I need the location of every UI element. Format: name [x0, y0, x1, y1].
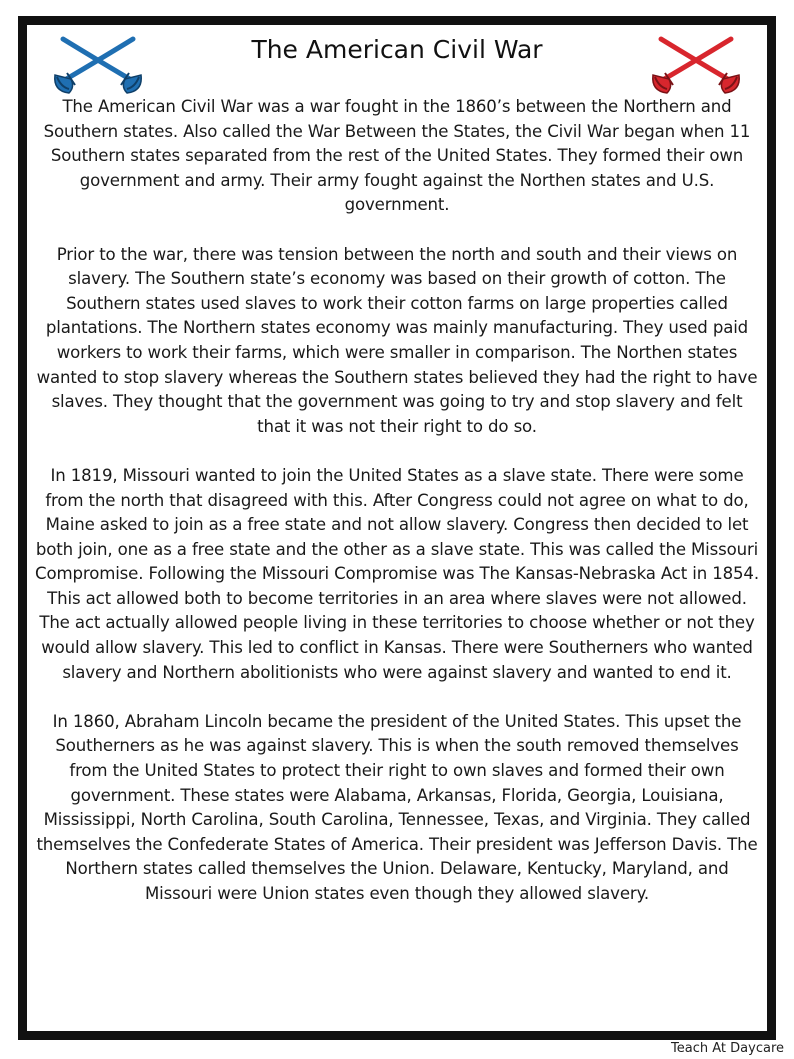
paragraph-secession: In 1860, Abraham Lincoln became the president of the United States. This upset the Southerners as he was against slavery. This is when the south removed themselves from the United States to protect their right to own slaves and formed their own government. These states were Alabama, Arkansas, Florida, Georgia, Louisiana, Mississippi, North Carolina, South Carolina, Tennessee, Texas, and Virginia. They called themselves the Confederate States of America. Their president was Jefferson Davis. The Northern states called themselves the Union. Delaware, Kentucky, Maryland, and Missouri were Union states even though they allowed slavery. [36, 711, 758, 903]
article-body [35, 95, 759, 907]
page-frame [18, 16, 776, 1040]
crossed-sabers-red-icon [647, 31, 745, 97]
paragraph-intro: The American Civil War was a war fought in the 1860’s between the Northern and Southern states. Also called the War Between the States, the Civil War began when 11 Southern states separated from the rest of the United States. They formed their own government and army. Their army fought against the Northen states and U.S. government. [43, 97, 751, 215]
credit-text: Teach At Daycare [671, 1041, 784, 1056]
page-title: The American Civil War [251, 35, 543, 64]
paragraph-compromises: In 1819, Missouri wanted to join the United States as a slave state. There were some from the north that disagreed with this. After Congress could not agree on what to do, Maine asked to join as a free state and not allow slavery. Congress then decided to let both join, one as a free state and the other as a slave state. This was called the Missouri Compromise. Following the Missouri Compromise was The Kansas-Nebraska Act in 1854. This act allowed both to become territories in an area where slaves were not allowed. The act actually allowed people living in these territories to choose whether or not they would allow slavery. This led to conflict in Kansas. There were Southerners who wanted slavery and Northern abolitionists who were against slavery and wanted to end it. [35, 465, 759, 682]
paragraph-causes: Prior to the war, there was tension between the north and south and their views on slavery. The Southern state’s economy was based on their growth of cotton. The Southern states used slaves to work their cotton farms on large properties called plantations. The Northern states economy was mainly manufacturing. They used paid workers to work their farms, which were smaller in comparison. The Northen states wanted to stop slavery whereas the Southern states believed they had the right to have slaves. They thought that the government was going to try and stop slavery and felt that it was not their right to do so. [36, 244, 758, 436]
